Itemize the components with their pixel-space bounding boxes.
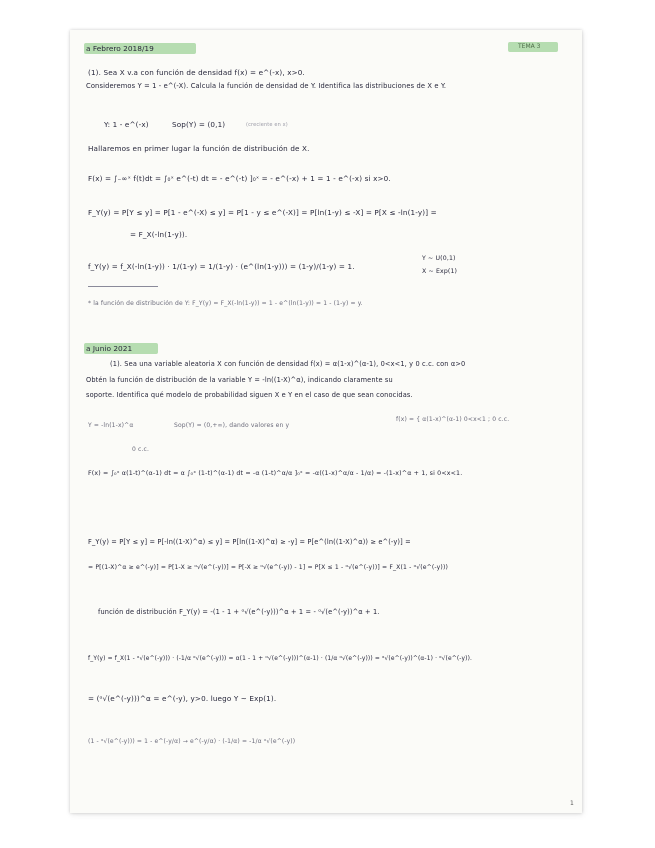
distribution-y-result: = F_X(-ln(1-y)).	[130, 230, 188, 239]
distribution-y-2-derivation: F_Y(y) = P[Y ≤ y] = P[-ln((1-X)^α) ≤ y] = P[ln((1-X)^α) ≥ -y] = P[e^(ln((1-X)^α)) ≥ e^(-y)] =	[88, 538, 411, 546]
notebook-page	[70, 30, 582, 813]
support-y: Sop(Y) = (0,1)	[172, 120, 226, 129]
distribution-x-2: F(x) = ∫₀ˣ α(1-t)^(α-1) dt = α ∫₀ˣ (1-t)^(α-1) dt = -α (1-t)^α/α ]₀ˣ = -α((1-x)^α/α - 1/α) = -(1-x)^α + 1, si 0<x<1.	[88, 470, 463, 477]
piecewise-zero: 0 c.c.	[132, 446, 150, 453]
page-number: 1	[570, 800, 574, 807]
exercise2-statement-line2: Obtén la función de distribución de la variable Y = -ln((1-X)^α), indicando claramente su	[86, 376, 393, 384]
exercise2-statement-line3: soporte. Identifica qué modelo de probabilidad siguen X e Y en el caso de que sean conocidas.	[86, 391, 413, 399]
distribution-y-note: * la función de distribución de Y: F_Y(y) = F_X(-ln(1-y)) = 1 - e^(ln(1-y)) = 1 - (1-y) = y.	[88, 300, 363, 307]
density-y-2-result: = (ᵅ√(e^(-y)))^α = e^(-y), y>0. luego Y ~ Exp(1).	[88, 694, 277, 703]
side-calculation: (1 - ᵅ√(e^(-y))) = 1 - e^(-y/α) → e^(-y/α) · (-1/α) = -1/α ᵅ√(e^(-y))	[88, 738, 296, 745]
y-model: Y ~ U(0,1)	[422, 255, 456, 262]
transform-y-2: Y = -ln(1-x)^α	[88, 422, 134, 429]
exercise2-statement-line1: (1). Sea una variable aleatoria X con función de densidad f(x) = α(1-x)^(α-1), 0<x<1, y 0 c.c. con α>0	[110, 360, 466, 368]
support-note: (creciente en x)	[246, 122, 288, 128]
transform-y: Y: 1 - e^(-x)	[104, 120, 149, 129]
intro-distribution-x: Hallaremos en primer lugar la función de distribución de X.	[88, 144, 310, 153]
density-y-formula: f_Y(y) = f_X(-ln(1-y)) · 1/(1-y) = 1/(1-y) · (e^(ln(1-y))) = (1-y)/(1-y) = 1.	[88, 262, 355, 271]
x-model: X ~ Exp(1)	[422, 268, 458, 275]
distribution-x-formula: F(x) = ∫₋∞ˣ f(t)dt = ∫₀ˣ e^(-t) dt = - e^(-t) ]₀ˣ = - e^(-x) + 1 = 1 - e^(-x) si x>0.	[88, 174, 391, 183]
date-tag: a Febrero 2018/19	[86, 44, 154, 53]
density-y-2-formula: f_Y(y) = f_X(1 - ᵅ√(e^(-y))) · (-1/α ᵅ√(e^(-y))) = α(1 - 1 + ᵅ√(e^(-y)))^(α-1) · (1/α ᵅ√(e^(-y))) = ᵅ√(e^(-y))^(α-1) · ᵅ√(e^(-y)).	[88, 656, 473, 662]
density-x-piecewise: f(x) = { α(1-x)^(α-1) 0<x<1 ; 0 c.c.	[396, 416, 510, 423]
topic-tag: TEMA 3	[518, 43, 541, 50]
exercise1-statement-line1: (1). Sea X v.a con función de densidad f(x) = e^(-x), x>0.	[88, 68, 305, 77]
support-y-2: Sop(Y) = (0,+∞), dando valores en y	[174, 422, 290, 429]
distribution-y-2-result: función de distribución F_Y(y) = -(1 - 1 + ᵅ√(e^(-y)))^α + 1 = - ᵅ√(e^(-y))^α + 1.	[98, 608, 380, 616]
exercise1-statement-line2: Consideremos Y = 1 - e^(-X). Calcula la función de densidad de Y. Identifica las distribuciones de X e Y.	[86, 82, 447, 90]
distribution-y-derivation: F_Y(y) = P[Y ≤ y] = P[1 - e^(-X) ≤ y] = P[1 - y ≤ e^(-X)] = P[ln(1-y) ≤ -X] = P[X ≤ -ln(1-y)] =	[88, 208, 437, 217]
underline-density	[88, 286, 158, 287]
distribution-y-2-step: = P[(1-X)^α ≥ e^(-y)] = P[1-X ≥ ᵅ√(e^(-y))] = P[-X ≥ ᵅ√(e^(-y)) - 1] = P[X ≤ 1 - ᵅ√(e^(-y))] = F_X(1 - ᵅ√(e^(-y)))	[88, 564, 449, 571]
date-tag-2: a Junio 2021	[86, 344, 133, 353]
